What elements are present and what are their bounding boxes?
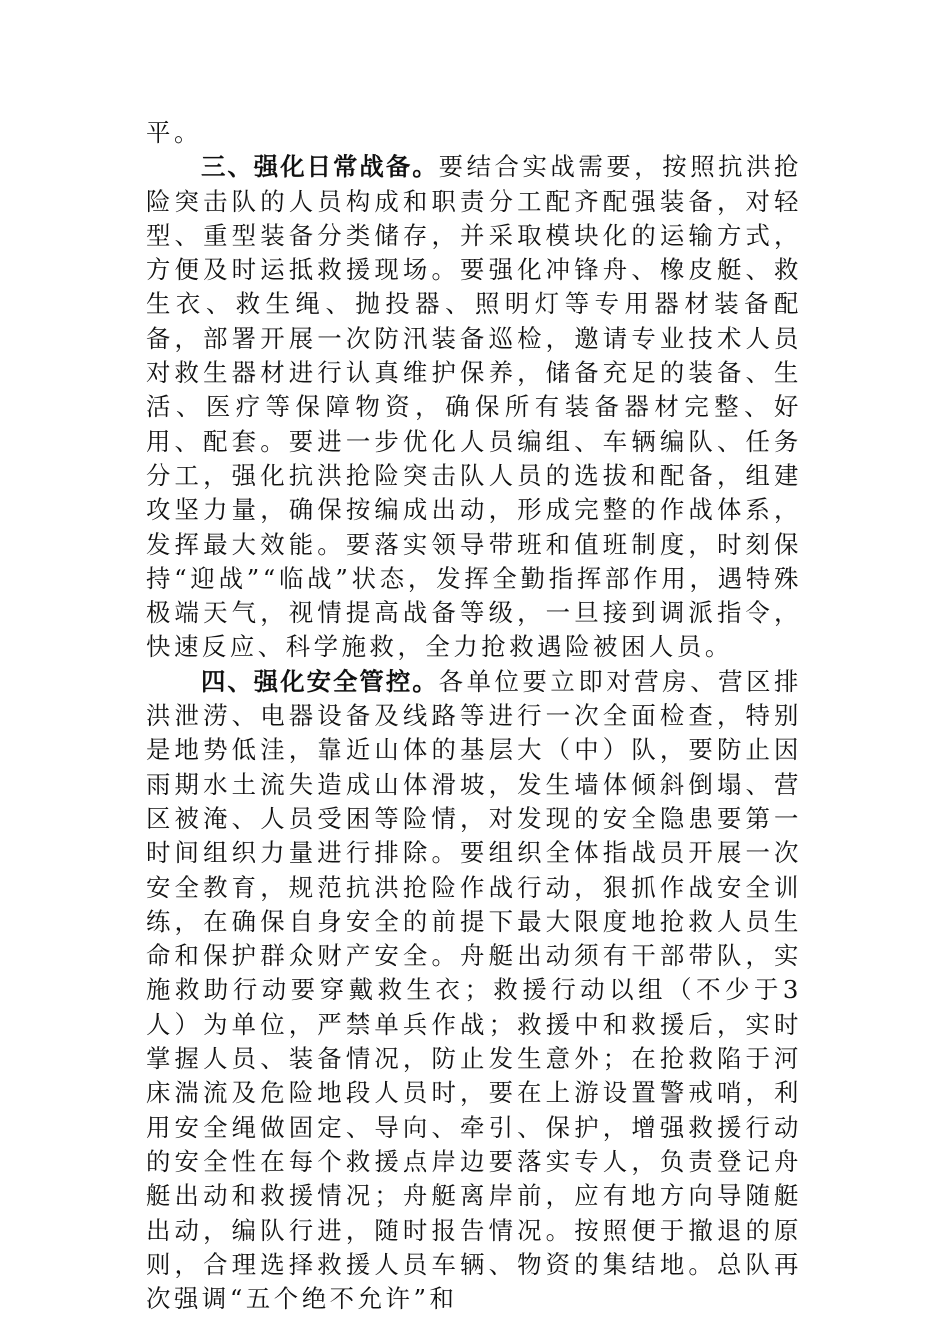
section-3-heading: 三、强化日常战备。 (201, 152, 439, 182)
section-3-body: 要结合实战需要，按照抗洪抢险突击队的人员构成和职责分工配齐配强装备，对轻型、重型装备分类储存，并采取模块化的运输方式，方便及时运抵救援现场。要强化冲锋舟、橡皮艇、救生衣、救生绳、抛投器、照明灯等专用器材装备配备，部署开展一次防汛装备巡检，邀请专业技术人员对救生器材进行认真维护保养，储备充足的装备、生活、医疗等保障物资，确保所有装备器材完整、好用、配套。要进一步优化人员编组、车辆编队、任务分工，强化抗洪抢险突击队人员的选拔和配备，组建攻坚力量，确保按编成出动，形成完整的作战体系，发挥最大效能。要落实领导带班和值班制度，时刻保持“迎战”“临战”状态，发挥全勤指挥部作用，遇特殊极端天气，视情提高战备等级，一旦接到调派指令，快速反应、科学施救，全力抢救遇险被困人员。 (146, 152, 802, 662)
document-body (146, 116, 802, 1316)
paragraph-section-3 (146, 150, 802, 664)
continuation-text: 平。 (146, 118, 202, 147)
paragraph-continuation (146, 116, 802, 150)
paragraph-section-4 (146, 665, 802, 1317)
section-4-body: 各单位要立即对营房、营区排洪泄涝、电器设备及线路等进行一次全面检查，特别是地势低洼，靠近山体的基层大（中）队，要防止因雨期水土流失造成山体滑坡，发生墙体倾斜倒塌、营区被淹、人员受困等险情，对发现的安全隐患要第一时间组织力量进行排除。要组织全体指战员开展一次安全教育，规范抗洪抢险作战行动，狠抓作战安全训练，在确保自身安全的前提下最大限度地抢救人员生命和保护群众财产安全。舟艇出动须有干部带队，实施救助行动要穿戴救生衣；救援行动以组（不少于3人）为单位，严禁单兵作战；救援中和救援后，实时掌握人员、装备情况，防止发生意外；在抢救陷于河床湍流及危险地段人员时，要在上游设置警戒哨，利用安全绳做固定、导向、牵引、保护，增强救援行动的安全性在每个救援点岸边要落实专人，负责登记舟艇出动和救援情况；舟艇离岸前，应有地方向导随艇出动，编队行进，随时报告情况。按照便于撤退的原则，合理选择救援人员车辆、物资的集结地。总队再次强调“五个绝不允许”和 (146, 666, 802, 1314)
section-4-heading: 四、强化安全管控。 (201, 666, 439, 696)
